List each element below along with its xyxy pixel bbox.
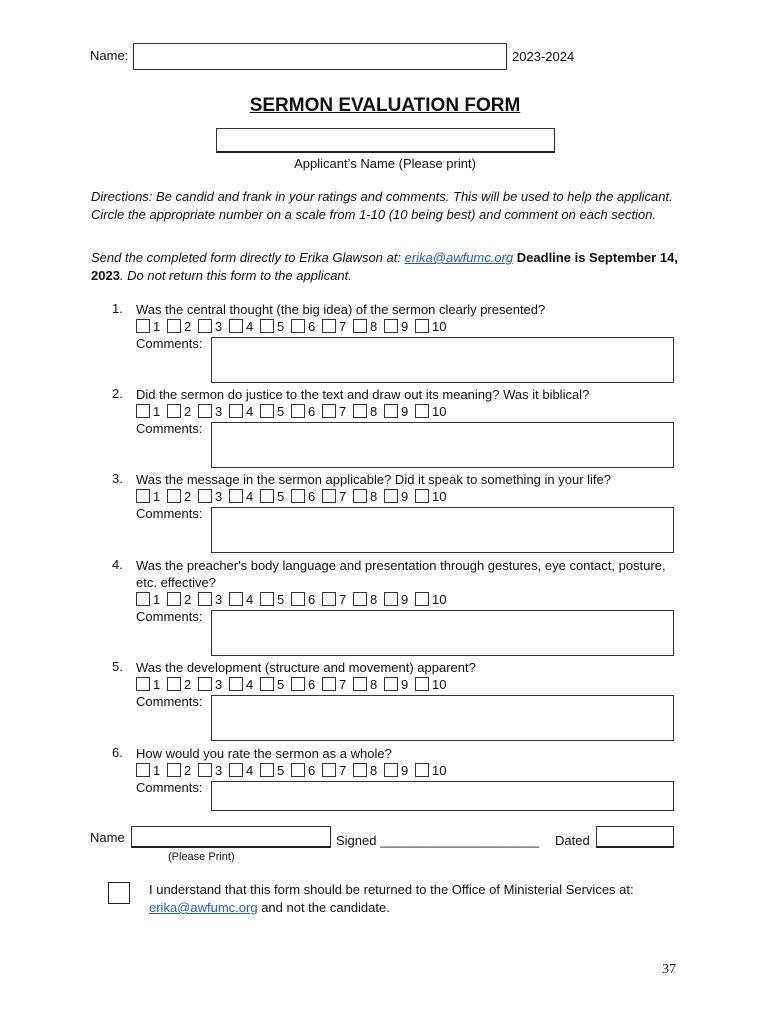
please-print-caption: (Please Print): [168, 851, 235, 863]
rating-label: 7: [339, 591, 347, 607]
comments-label: Comments:: [136, 609, 203, 624]
rating-label: 8: [370, 318, 378, 334]
rating-label: 10: [432, 762, 447, 778]
rating-label: 1: [153, 318, 161, 334]
comments-box[interactable]: [211, 422, 674, 468]
rating-checkbox[interactable]: [229, 319, 243, 333]
dated-field[interactable]: [596, 826, 674, 848]
rating-checkbox[interactable]: [353, 763, 367, 777]
ack-email-link[interactable]: erika@awfumc.org: [149, 900, 258, 915]
rating-checkbox[interactable]: [415, 763, 429, 777]
rating-label: 10: [432, 488, 447, 504]
rating-checkbox[interactable]: [167, 763, 181, 777]
comments-label: Comments:: [136, 421, 203, 436]
rating-label: 3: [215, 318, 223, 334]
rating-checkbox[interactable]: [260, 763, 274, 777]
rating-checkbox[interactable]: [229, 763, 243, 777]
rating-checkbox[interactable]: [353, 319, 367, 333]
rating-checkbox[interactable]: [229, 592, 243, 606]
rating-checkbox[interactable]: [167, 489, 181, 503]
rating-checkbox[interactable]: [353, 404, 367, 418]
rating-label: 2: [184, 591, 192, 607]
rating-label: 8: [370, 591, 378, 607]
rating-label: 1: [153, 591, 161, 607]
comments-label: Comments:: [136, 780, 203, 795]
rating-checkbox[interactable]: [260, 404, 274, 418]
rating-checkbox[interactable]: [384, 489, 398, 503]
rating-checkbox[interactable]: [415, 592, 429, 606]
acknowledge-checkbox[interactable]: [108, 882, 130, 904]
rating-checkbox[interactable]: [136, 489, 150, 503]
rating-label: 6: [308, 762, 316, 778]
rating-label: 6: [308, 403, 316, 419]
ack-main-text: I understand that this form should be returned to the Office of Ministerial Services at:: [149, 882, 634, 897]
rating-checkbox[interactable]: [384, 763, 398, 777]
name-field[interactable]: [133, 43, 507, 70]
rating-checkbox[interactable]: [229, 404, 243, 418]
rating-label: 2: [184, 762, 192, 778]
rating-label: 1: [153, 762, 161, 778]
rating-checkbox[interactable]: [198, 763, 212, 777]
rating-checkbox[interactable]: [384, 404, 398, 418]
rating-label: 4: [246, 762, 254, 778]
rating-label: 8: [370, 488, 378, 504]
question-text: Was the preacher's body language and presentation through gestures, eye contact, posture, etc. effective?: [136, 558, 666, 590]
rating-label: 1: [153, 488, 161, 504]
dated-label: Dated: [555, 833, 590, 848]
rating-label: 6: [308, 676, 316, 692]
acknowledge-text: [149, 881, 689, 917]
question-number: 5.: [112, 659, 123, 674]
rating-label: 10: [432, 676, 447, 692]
rating-checkbox[interactable]: [322, 763, 336, 777]
rating-label: 2: [184, 403, 192, 419]
comments-box[interactable]: [211, 781, 674, 811]
rating-checkbox[interactable]: [136, 592, 150, 606]
rating-label: 10: [432, 318, 447, 334]
rating-checkbox[interactable]: [260, 489, 274, 503]
send-prefix: Send the completed form directly to Erika Glawson at:: [91, 250, 405, 265]
rating-checkbox[interactable]: [353, 677, 367, 691]
comments-box[interactable]: [211, 695, 674, 741]
rating-label: 9: [401, 762, 409, 778]
rating-label: 6: [308, 318, 316, 334]
rating-label: 3: [215, 762, 223, 778]
comments-label: Comments:: [136, 336, 203, 351]
rating-label: 1: [153, 676, 161, 692]
rating-label: 10: [432, 403, 447, 419]
applicant-name-field[interactable]: [216, 128, 555, 153]
rating-label: 7: [339, 488, 347, 504]
rating-label: 4: [246, 488, 254, 504]
page-number: 37: [662, 962, 676, 977]
rating-checkbox[interactable]: [322, 319, 336, 333]
rating-label: 5: [277, 403, 285, 419]
rating-label: 9: [401, 403, 409, 419]
rating-checkbox[interactable]: [260, 592, 274, 606]
rating-label: 3: [215, 488, 223, 504]
rating-label: 9: [401, 591, 409, 607]
rating-label: 4: [246, 591, 254, 607]
rating-checkbox[interactable]: [291, 404, 305, 418]
rating-checkbox[interactable]: [136, 677, 150, 691]
directions-text: Directions: Be candid and frank in your ratings and comments. This will be used to help the applicant. Circle the appropriate number on a scale from 1-10 (10 being best) and comment on each section.: [91, 189, 673, 222]
rating-checkbox[interactable]: [167, 319, 181, 333]
question-text: Was the development (structure and movement) apparent?: [136, 660, 476, 675]
rating-label: 7: [339, 318, 347, 334]
question-number: 1.: [112, 301, 123, 316]
footer-name-field[interactable]: [131, 826, 331, 848]
rating-label: 7: [339, 403, 347, 419]
deadline-text: Deadline is September 14, 2023: [91, 250, 678, 283]
rating-checkbox[interactable]: [384, 592, 398, 606]
rating-checkbox[interactable]: [322, 404, 336, 418]
rating-checkbox[interactable]: [198, 319, 212, 333]
rating-scale: [136, 403, 450, 419]
rating-checkbox[interactable]: [322, 489, 336, 503]
rating-label: 9: [401, 676, 409, 692]
form-title: SERMON EVALUATION FORM: [249, 95, 521, 116]
rating-label: 9: [401, 318, 409, 334]
rating-checkbox[interactable]: [291, 489, 305, 503]
rating-checkbox[interactable]: [291, 677, 305, 691]
rating-label: 6: [308, 488, 316, 504]
applicant-caption: Applicant’s Name (Please print): [294, 156, 476, 171]
rating-label: 5: [277, 318, 285, 334]
rating-label: 5: [277, 676, 285, 692]
rating-checkbox[interactable]: [198, 677, 212, 691]
rating-scale: [136, 488, 450, 504]
rating-checkbox[interactable]: [415, 489, 429, 503]
rating-label: 8: [370, 676, 378, 692]
rating-checkbox[interactable]: [322, 592, 336, 606]
rating-label: 2: [184, 676, 192, 692]
rating-checkbox[interactable]: [136, 763, 150, 777]
rating-label: 7: [339, 676, 347, 692]
rating-checkbox[interactable]: [229, 677, 243, 691]
rating-checkbox[interactable]: [198, 489, 212, 503]
name-label: Name:: [90, 48, 129, 63]
rating-label: 8: [370, 762, 378, 778]
rating-checkbox[interactable]: [384, 677, 398, 691]
rating-checkbox[interactable]: [167, 677, 181, 691]
rating-checkbox[interactable]: [415, 404, 429, 418]
rating-checkbox[interactable]: [415, 677, 429, 691]
send-email-link[interactable]: erika@awfumc.org: [404, 250, 514, 265]
rating-label: 5: [277, 488, 285, 504]
question-number: 6.: [112, 745, 123, 760]
question-text: Was the message in the sermon applicable? Did it speak to something in your life?: [136, 472, 611, 487]
rating-checkbox[interactable]: [291, 592, 305, 606]
rating-checkbox[interactable]: [260, 319, 274, 333]
rating-label: 4: [246, 318, 254, 334]
rating-scale: [136, 676, 450, 692]
rating-checkbox[interactable]: [415, 319, 429, 333]
rating-label: 3: [215, 676, 223, 692]
question-text: Was the central thought (the big idea) of the sermon clearly presented?: [136, 302, 546, 317]
rating-label: 2: [184, 318, 192, 334]
rating-checkbox[interactable]: [136, 404, 150, 418]
rating-label: 10: [432, 591, 447, 607]
rating-checkbox[interactable]: [384, 319, 398, 333]
rating-label: 1: [153, 403, 161, 419]
send-suffix: . Do not return this form to the applicant.: [119, 268, 352, 283]
rating-label: 4: [246, 676, 254, 692]
comments-box[interactable]: [211, 610, 674, 656]
rating-label: 3: [215, 403, 223, 419]
question-number: 4.: [112, 557, 123, 572]
send-instructions: [91, 249, 691, 285]
rating-checkbox[interactable]: [260, 677, 274, 691]
rating-checkbox[interactable]: [291, 319, 305, 333]
rating-label: 9: [401, 488, 409, 504]
ack-suffix: and not the candidate.: [257, 900, 390, 915]
rating-checkbox[interactable]: [353, 489, 367, 503]
rating-checkbox[interactable]: [291, 763, 305, 777]
rating-label: 8: [370, 403, 378, 419]
question-text: Did the sermon do justice to the text and draw out its meaning? Was it biblical?: [136, 387, 590, 402]
rating-scale: [136, 318, 450, 334]
rating-label: 3: [215, 591, 223, 607]
rating-scale: [136, 762, 450, 778]
question-number: 2.: [112, 386, 123, 401]
rating-checkbox[interactable]: [167, 592, 181, 606]
question-number: 3.: [112, 471, 123, 486]
footer-name-label: Name: [90, 830, 125, 845]
rating-checkbox[interactable]: [167, 404, 181, 418]
rating-label: 5: [277, 591, 285, 607]
rating-label: 4: [246, 403, 254, 419]
rating-checkbox[interactable]: [198, 592, 212, 606]
rating-checkbox[interactable]: [229, 489, 243, 503]
rating-label: 5: [277, 762, 285, 778]
signed-line: Signed ______________________: [336, 833, 540, 848]
rating-label: 6: [308, 591, 316, 607]
question-text: How would you rate the sermon as a whole?: [136, 746, 392, 761]
rating-checkbox[interactable]: [322, 677, 336, 691]
rating-checkbox[interactable]: [198, 404, 212, 418]
rating-checkbox[interactable]: [353, 592, 367, 606]
comments-box[interactable]: [211, 337, 674, 383]
year-label: 2023-2024: [512, 49, 575, 64]
rating-label: 2: [184, 488, 192, 504]
comments-box[interactable]: [211, 507, 674, 553]
rating-scale: [136, 591, 450, 607]
comments-label: Comments:: [136, 694, 203, 709]
comments-label: Comments:: [136, 506, 203, 521]
rating-label: 7: [339, 762, 347, 778]
rating-checkbox[interactable]: [136, 319, 150, 333]
